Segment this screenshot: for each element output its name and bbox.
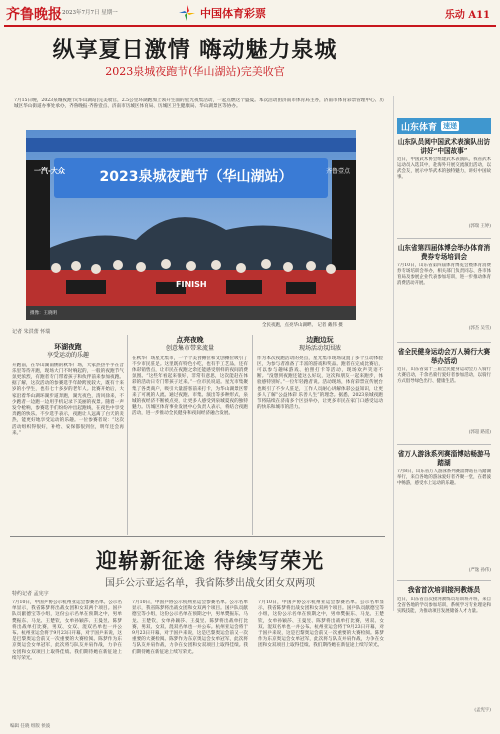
column-1	[12, 343, 124, 531]
finish-sign: FINISH	[176, 280, 207, 289]
sidebar-item-byline: (郭杰 吴雪)	[468, 326, 491, 331]
photo-caption: 全民夜跑，点亮华山湖畔。 记者 戴伟 摄	[262, 323, 343, 328]
column-1-text: 开跑前，在华山湖南侧的秋华广场，大家热热乎乎在音乐里等待开跑，现场大门不时响起的，一般的夜跑节气氛更浓烈，有跑者专门带着孩子和伙伴前来参加夜跑。据了解，这次活动的参赛选手年龄跨度较大，既有十来岁的小学生，也有七十多岁的老年人。比赛开始后，大家沿着华山湖环湖步道奔跑，湖光夜色，清风徐来，不少跑者一边跑一边用手机记录下美丽的夜景。随着一声发令枪响，参赛选手们纷纷冲出起跑线，在夜色中享受奔跑的快乐。不少选手表示，夜跑让人远离了白天的炎热，能更好地享受运动的乐趣。一位参赛者说：“这次活动组织得很好，补给、安保都很到位，明年还会再来。”	[12, 362, 124, 436]
issue-date: 2023年7月7日 星期一	[62, 10, 118, 16]
sidebar-item-text: 近日，山东省第十三届全民健身运动会万人骑行大赛启动，千余名骑行爱好者参加活动，以骑行方式倡导绿色出行、健康生活。	[397, 367, 491, 384]
second-byline: 特约记者 孟宪宇	[12, 591, 49, 597]
second-text-col-3: 7月10日，中国乒协公示杭州亚运会参赛名单。公示名单显示，我省陈梦将出战女团和女双两个项目。国乒队员献德宝等小组，这份公示名单在预期之中，男单樊振东、马龙、王楚钦，女单孙颖莎、王曼昱、陈梦将出战单打比赛，男双、女双、混双名单也一并公布。杭州亚运会将于9月23日开幕，对于国乒来说，这是巴黎奥运会前又一次重要的大赛检阅。陈梦作为东京奥运会女单冠军，此次将与队友并肩作战，力争在女团和女双项目上取得佳绩。我们期待她在新征途上续写荣光。	[258, 600, 384, 649]
sidebar-item-text: 7月10日，山东省第四届体育博览会暨体育消费券专场培训会举办，相关部门负责同志、各市体育局及参展企业代表参加培训，进一步推动体育消费活动开展。	[397, 263, 491, 286]
story-divider	[10, 536, 385, 537]
photo-banner-text: 2023泉城夜跑节（华山湖站）	[99, 169, 293, 185]
sidebar-item-text: 近日，中国武术协会组建武术表演队，我省武术运动员入选其中，赴海外开展交流演出活动，以武会友，展示中华武术的独特魅力，讲好中国故事。	[397, 157, 491, 180]
sponsor-right-logo: 齐鲁壹点	[326, 168, 351, 175]
second-text-col-1: 7月10日，中国乒协公示杭州亚运会参赛名单。公示名单显示，我省陈梦将出战女团和女双两个项目。国乒队员献德宝等小组，这份公示名单在预期之中，男单樊振东、马龙、王楚钦，女单孙颖莎、王曼昱、陈梦将出战单打比赛，男双、女双、混双名单也一并公布。杭州亚运会将于9月23日开幕，对于国乒来说，这是巴黎奥运会前又一次重要的大赛检阅。陈梦作为东京奥运会女单冠军，此次将与队友并肩作战，力争在女团和女双项目上取得佳绩。我们期待她在新征途上续写荣光。	[12, 600, 122, 661]
sidebar-item	[397, 244, 491, 331]
column-3-heading: 边跑边玩	[306, 336, 334, 344]
column-3-subheading: 现场活动氛围浓	[298, 345, 341, 352]
column-divider	[252, 335, 253, 535]
lottery-title: 中国体育彩票	[200, 7, 266, 20]
header-divider	[4, 25, 496, 27]
column-2-subheading: 创意集市带来流量	[165, 345, 214, 352]
column-1-subheading: 享受运动的乐趣	[46, 352, 89, 359]
sidebar-divider	[397, 238, 491, 239]
event-photo	[26, 130, 356, 320]
second-subheadline: 国乒公示亚运名单，我省陈梦出战女团女双两项	[105, 578, 315, 589]
sidebar-banner-tag: 速递	[443, 121, 458, 130]
sidebar-item	[397, 138, 491, 229]
sidebar-item-text: 7月8日，山东省万人游泳系列赛淄博站在马踏湖举行，来自各地的游泳爱好者齐聚一堂，在碧波中畅游，感受水上运动的乐趣。	[397, 469, 491, 486]
sidebar-item-heading: 我省首次培训接河教练员	[407, 586, 481, 594]
column-divider	[127, 335, 128, 535]
sidebar-item-heading: 省全民健身运动会万人骑行大赛举办活动	[397, 348, 491, 365]
sidebar-item-heading: 山东队员阅中国武术表演队出访讲好“中国故事”	[397, 138, 491, 155]
sidebar-divider	[397, 580, 491, 581]
sidebar-divider	[397, 342, 491, 343]
column-2-text: 在秋华广场星光集市，一个个美食摊位和文创摊位吸引了不少市民驻足。这里既有特色小吃，也有手工艺品，还有体彩销售点，让市民在夜跑之余还能感受别样的夜间消费氛围。“这些年看起来很好，非常有意思，这次能赶在体彩的活动日专门带孩子过来。”一位市民说道。星光市集聚集了各类商户，吸引大量游客前来打卡，为华山湖景区带来了可观的人流。通过夜跑、市集、演出等多种形式，泉城的夜经济不断被点亮，让更多人感受到泉城夏夜的独特魅力。历城区体育事业发展中心负责人表示，将结合夜跑活动，进一步推动全民健身和夜间经济融合发展。	[132, 355, 248, 417]
column-1-heading: 环湖夜跑	[54, 343, 82, 351]
sidebar-item	[397, 586, 491, 713]
column-2	[132, 336, 248, 534]
main-subheadline: 2023泉城夜跑节(华山湖站)完美收官	[105, 65, 285, 78]
newspaper-logo: 齐鲁晚报	[6, 7, 62, 23]
column-2-heading: 点亮夜晚	[176, 336, 204, 344]
section-label: 乐动 A11	[444, 10, 490, 21]
sidebar-item-heading: 山东省第四届体博会举办体育消费券专场培训会	[397, 244, 491, 261]
sidebar-banner	[397, 118, 491, 134]
article-byline: 记者 朱洪蕾 怀瑞	[12, 329, 51, 335]
sidebar-banner-title: 山东体育	[401, 122, 438, 133]
photo-credit: 摄像：王晓明	[30, 311, 57, 316]
lottery-brand	[178, 3, 266, 23]
sidebar-item-byline: (郭超 路遥)	[468, 430, 491, 435]
sidebar-divider	[397, 444, 491, 445]
sponsor-left-logo: 一汽-大众	[34, 167, 65, 175]
lottery-logo-icon	[178, 4, 196, 22]
footer-editors: 编辑 任晓 组版 侯波	[10, 724, 51, 729]
column-3-text: 作为本次夜跑活动的亮点，星光集市现场设置了多个互动体验区，为参与者准备了丰富的游戏和奖品。跑者在完成比赛后，可以参与趣味游戏、拍照打卡等活动，现场欢声笑语不断。“没想到夜跑还能这么好玩，这次和朋友一起来跑步，体验感特别好。”一位年轻跑者说。活动现场，体育彩票宣传展台也吸引了不少人驻足，工作人员耐心讲解体彩公益知识，让更多人了解“公益体彩 乐善人生”的理念。据悉，2023泉城夜跑节将陆续在济南多个区县举办，让更多市民在家门口感受运动的快乐和城市的活力。	[257, 355, 383, 411]
main-headline: 纵享夏日激情 嗨动魅力泉城	[52, 38, 338, 63]
sidebar-item-byline: (孟宪宇)	[474, 707, 491, 713]
column-3	[257, 336, 383, 534]
second-text-col-2: 7月10日，中国乒协公示杭州亚运会参赛名单。公示名单显示，我省陈梦将出战女团和女双两个项目。国乒队员献德宝等小组，这份公示名单在预期之中，男单樊振东、马龙、王楚钦，女单孙颖莎、王曼昱、陈梦将出战单打比赛，男双、女双、混双名单也一并公布。杭州亚运会将于9月23日开幕，对于国乒来说，这是巴黎奥运会前又一次重要的大赛检阅。陈梦作为东京奥运会女单冠军，此次将与队友并肩作战，力争在女团和女双项目上取得佳绩。我们期待她在新征途上续写荣光。	[132, 600, 248, 655]
sidebar-item	[397, 348, 491, 435]
sidebar-item	[397, 450, 491, 573]
sidebar-item-text: 近日，山东省首次接河教练员培训班开班，来自全省各地的学员参加培训，系统学习专业理论和实践技能，为推动项目发展储备人才力量。	[397, 596, 491, 614]
sidebar-item-byline: (郭瑞 王婷)	[468, 224, 491, 229]
sidebar-item-heading: 省万人游泳系列赛淄博站畅游马踏湖	[397, 450, 491, 467]
intro-paragraph: 7月15日晚，2023泉城夜跑节(华山湖站)完美收官，2.5公里环湖跑加上领开生面的星光夜集活动，一起点燃这个盛夏。本次活动由济南市体育局主办，济南市体育彩票管理中心、历城区华山街道办事处承办，齐鲁晚报·齐鲁壹点、济南市历城区体育局、历城区卫生健康局、华山湖景区等协办。	[14, 98, 384, 110]
second-headline: 迎崭新征途 待续写荣光	[95, 549, 325, 573]
sidebar-item-byline: (严逸 孙伟)	[468, 568, 491, 573]
